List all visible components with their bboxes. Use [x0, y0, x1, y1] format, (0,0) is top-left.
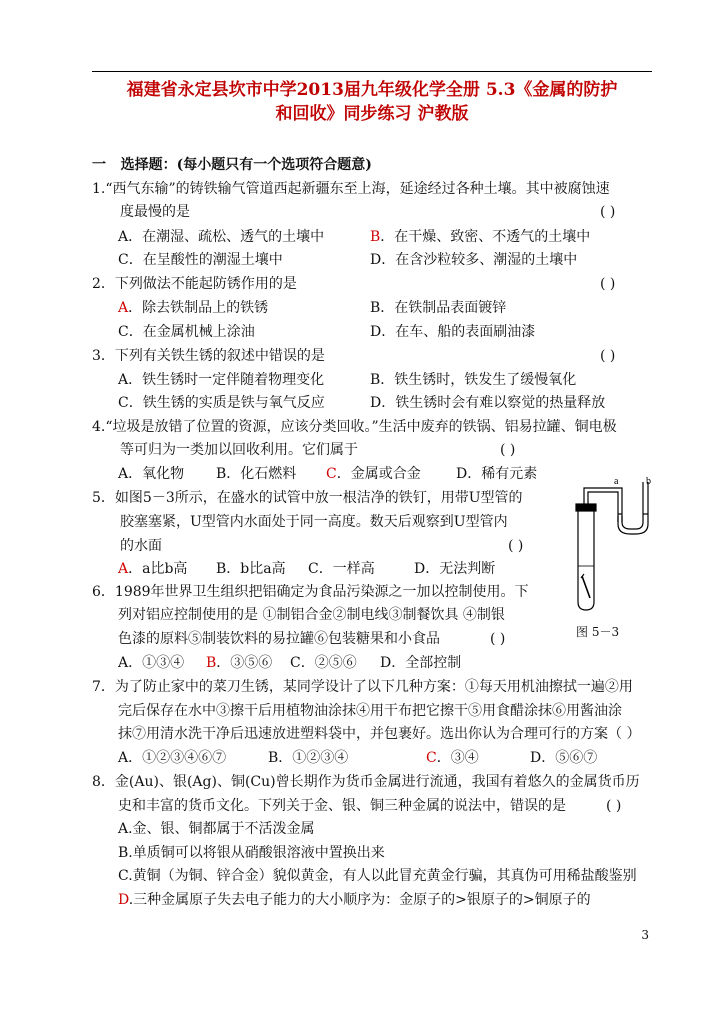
q8-option-b: B.单质铜可以将银从硝酸银溶液中置换出来: [118, 845, 385, 861]
q4-option-a: A．氧化物: [118, 466, 185, 482]
q1-option-d: D．在含沙粒较多、潮湿的土壤中: [370, 252, 578, 268]
q1-b-letter: B: [370, 229, 381, 245]
title-line-2: 和回收》同步练习 沪教版: [275, 104, 469, 124]
q6-stem-line2: 列对铝应控制使用的是 ①制铝合金②制电线③制餐饮具 ④制银: [118, 607, 505, 623]
q3-option-b: B．铁生锈时，铁发生了缓慢氧化: [370, 372, 577, 388]
q7-c-text: ．③④: [436, 750, 479, 766]
figure-caption: 图 5－3: [576, 625, 620, 639]
q5-option-c: C．一样高: [308, 561, 375, 577]
q7-option-b: B．①②③④: [268, 750, 349, 766]
q5-a-letter: A: [118, 561, 129, 577]
q1-option-b: [370, 226, 590, 248]
section-label: 选择题：(每小题只有一个选项符合题意): [120, 157, 372, 173]
q1-option-a: A．在潮湿、疏松、透气的土壤中: [118, 229, 325, 245]
test-tube-figure: [570, 476, 670, 616]
q7-c-letter: C: [426, 750, 437, 766]
q5-stem-line1: 5．如图5－3所示，在盛水的试管中放一根洁净的铁钉，用带U型管的: [92, 490, 523, 506]
q1-stem-line1: 1.“西气东输”的铸铁输气管道西起新疆东至上海，延途经过各种土壤。其中被腐蚀速: [92, 181, 610, 197]
q1-b-text: ．在干燥、致密、不透气的土壤中: [380, 229, 591, 245]
q4-answer-paren: ( ): [500, 442, 516, 458]
iron-nail: [582, 576, 590, 598]
q4-stem-line1: 4.“垃圾是放错了位置的资源，应该分类回收。”生活中废弃的铁锅、铝易拉罐、铜电极: [92, 419, 617, 435]
q2-option-c: C．在金属机械上涂油: [118, 324, 255, 340]
q7-stem-line2: 完后保存在水中③擦干后用植物油涂抹④用干布把它擦干⑤用食醋涂抹⑥用酱油涂: [118, 703, 622, 719]
q1-answer-paren: ( ): [600, 204, 616, 220]
header-rule: [92, 71, 652, 72]
q6-answer-paren: ( ): [490, 631, 506, 647]
q5-stem-line3: 的水面: [120, 538, 162, 554]
q5-option-a: [118, 558, 187, 580]
section-heading: [92, 154, 372, 176]
q8-option-d: [118, 889, 591, 911]
q3-answer-paren: ( ): [600, 348, 616, 364]
label-a: a: [614, 476, 619, 487]
u-tube-inner: [622, 482, 643, 529]
q4-option-b: B．化石燃料: [216, 466, 297, 482]
q8-stem-line1: 8．金(Au)、银(Ag)、铜(Cu)曾长期作为货币金属进行流通，我国有着悠久的金属货币历: [92, 774, 640, 790]
q7-option-a: A．①②③④⑥⑦: [118, 750, 227, 766]
q7-option-c: [426, 747, 479, 769]
q8-option-a: A.金、银、铜都属于不活泼金属: [118, 821, 315, 837]
q6-b-text: ．③⑤⑥: [216, 655, 273, 671]
q2-a-letter: A: [118, 300, 129, 316]
q3-stem: 3．下列有关铁生锈的叙述中错误的是: [92, 348, 325, 364]
q2-stem: 2．下列做法不能起防锈作用的是: [92, 276, 297, 292]
q7-stem-line3: 抹⑦用清水洗干净后迅速放进塑料袋中，并包裹好。选出你认为合理可行的方案（ ）: [118, 726, 641, 742]
page-number: 3: [641, 928, 649, 942]
q5-option-b: B．b比a高: [216, 561, 286, 577]
q2-option-b: B．在铁制品表面镀锌: [370, 300, 507, 316]
q6-option-d: D．全部控制: [380, 655, 462, 671]
q8-d-letter: D: [118, 892, 129, 908]
rubber-stopper: [576, 504, 596, 511]
q1-option-c: C．在呈酸性的潮湿土壤中: [118, 252, 283, 268]
q4-stem-line2: 等可归为一类加以回收利用。它们属于: [120, 442, 358, 458]
q4-c-letter: C: [326, 466, 337, 482]
q7-option-d: D．⑤⑥⑦: [530, 750, 598, 766]
q8-answer-paren: ( ): [606, 798, 622, 814]
q5-answer-paren: ( ): [508, 538, 524, 554]
q8-stem-line2: 史和丰富的货币文化。下列关于金、银、铜三种金属的说法中，错误的是: [118, 798, 566, 814]
q2-option-d: D．在车、船的表面刷油漆: [370, 324, 536, 340]
q1-stem-line2: 度最慢的是: [120, 204, 190, 220]
q6-option-b: [206, 652, 272, 674]
q3-option-c: C．铁生锈的实质是铁与氧气反应: [118, 395, 325, 411]
q2-option-a: [118, 297, 268, 319]
q4-option-c: [326, 463, 421, 485]
q3-option-a: A．铁生锈时一定伴随着物理变化: [118, 372, 325, 388]
q6-option-c: C．②⑤⑥: [290, 655, 357, 671]
q2-answer-paren: ( ): [600, 276, 616, 292]
page-title: [92, 78, 652, 126]
q6-b-letter: B: [206, 655, 217, 671]
q5-stem-line2: 胶塞塞紧，U型管内水面处于同一高度。数天后观察到U型管内: [120, 514, 508, 530]
label-b: b: [646, 476, 651, 487]
section-number: 一: [92, 157, 106, 173]
q4-option-d: D．稀有元素: [456, 466, 538, 482]
q5-a-text: ．a比b高: [128, 561, 188, 577]
q5-option-d: D．无法判断: [414, 561, 496, 577]
q4-c-text: ．金属或合金: [336, 466, 421, 482]
test-tube: [578, 510, 594, 610]
q6-stem-line3: 色漆的原料⑤制装饮料的易拉罐⑥包装糖果和小食品: [118, 631, 440, 647]
q6-option-a: A．①③④: [118, 655, 185, 671]
q2-a-text: ．除去铁制品上的铁锈: [128, 300, 269, 316]
q7-stem-line1: 7．为了防止家中的菜刀生锈，某同学设计了以下几种方案：①每天用机油擦拭一遍②用: [92, 679, 633, 695]
title-line-1: 福建省永定县坎市中学2013届九年级化学全册 5.3《金属的防护: [126, 80, 618, 100]
q8-option-c: C.黄铜（为铜、锌合金）貌似黄金，有人以此冒充黄金行骗，其真伪可用稀盐酸鉴别: [118, 868, 637, 884]
q8-d-text: .三种金属原子失去电子能力的大小顺序为：金原子的>银原子的>铜原子的: [128, 892, 591, 908]
q6-stem-line1: 6．1989年世界卫生组织把铝确定为食品污染源之一加以控制使用。下: [92, 584, 529, 600]
q3-option-d: D．铁生锈时会有难以察觉的热量释放: [370, 395, 606, 411]
